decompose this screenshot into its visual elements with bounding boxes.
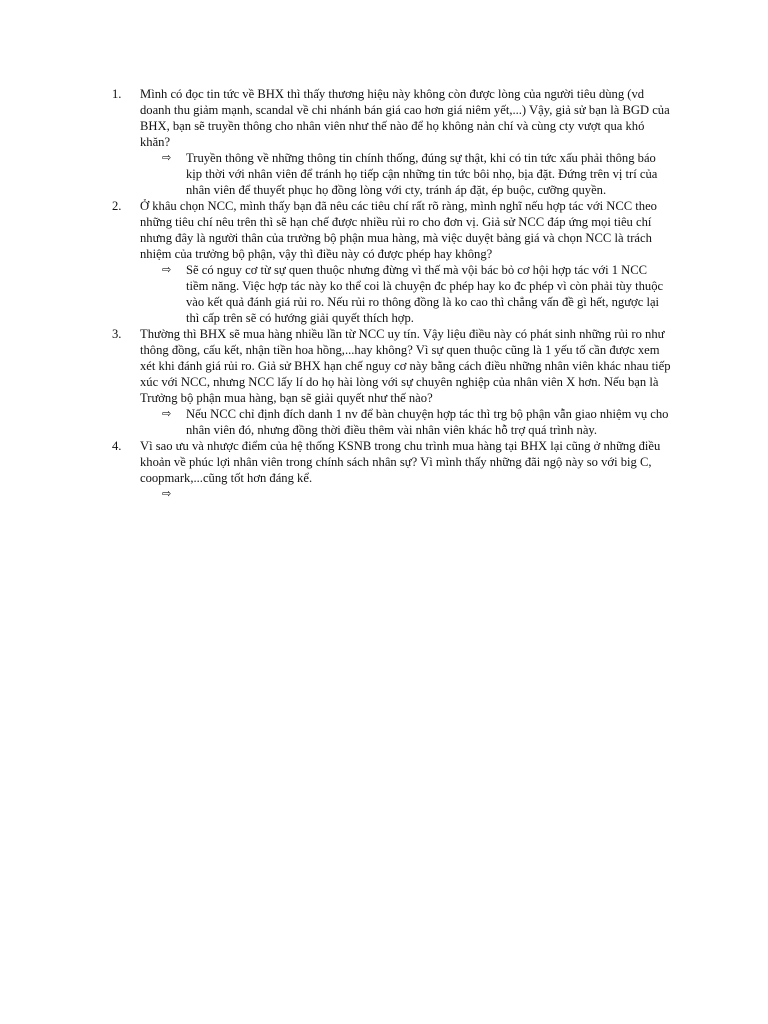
arrow-icon: ⇨ xyxy=(162,263,172,276)
question-item xyxy=(112,86,672,150)
answer-text xyxy=(186,486,672,502)
question-text: Mình có đọc tin tức về BHX thì thấy thương hiệu này không còn được lòng của người tiêu dùng (vd doanh thu giảm mạnh, scandal về chi nhánh bán giá cao hơn giá niêm yết,...) Vậy, giả sử bạn là BGD của BHX, bạn sẽ truyền thông cho nhân viên như thế nào để họ không nản chí và cùng cty vượt qua khó khăn? xyxy=(140,87,670,149)
arrow-icon: ⇨ xyxy=(162,487,172,500)
question-text: Vì sao ưu và nhược điểm của hệ thống KSNB trong chu trình mua hàng tại BHX lại cũng ở những điều khoản về phúc lợi nhân viên trong chính sách nhân sự? Vì mình thấy những đãi ngộ này so với big C, coopmark,...cũng tốt hơn đáng kể. xyxy=(140,439,661,485)
question-text: Thường thì BHX sẽ mua hàng nhiều lần từ NCC uy tín. Vậy liệu điều này có phát sinh những rủi ro như thông đồng, cấu kết, nhận tiền hoa hồng,...hay không? Vì sự quen thuộc cũng là 1 yếu tố cần được xem xét khi đánh giá rủi ro. Giả sử BHX hạn chế nguy cơ này bằng cách điều những nhân viên khác nhau tiếp xúc với NCC, nhưng NCC lấy lí do họ hài lòng với sự chuyên nghiệp của nhân viên X hơn. Nếu bạn là Trưởng bộ phận mua hàng, bạn sẽ giải quyết như thế nào? xyxy=(140,327,671,405)
answer-item xyxy=(162,150,672,198)
question-item xyxy=(112,326,672,406)
question-item xyxy=(112,198,672,262)
question-number: 3. xyxy=(112,327,122,341)
question-number: 2. xyxy=(112,199,122,213)
answer-item xyxy=(162,262,672,326)
answer-text: Sẽ có nguy cơ từ sự quen thuộc nhưng đừng vì thế mà vội bác bỏ cơ hội hợp tác với 1 NCC tiềm năng. Việc hợp tác này ko thể coi là chuyện đc phép hay ko đc phép vì còn phải tùy thuộc vào kết quả đánh giá rủi ro. Nếu rủi ro thông đồng là ko cao thì chẳng vấn đề gì hết, ngược lại thì cấp trên sẽ có hướng giải quyết thích hợp. xyxy=(186,263,664,325)
question-text: Ở khâu chọn NCC, mình thấy bạn đã nêu các tiêu chí rất rõ ràng, mình nghĩ nếu hợp tác với NCC theo những tiêu chí nêu trên thì sẽ hạn chế được nhiều rủi ro cho đơn vị. Giả sử NCC đáp ứng mọi tiêu chí nhưng đây là người thân của trưởng bộ phận mua hàng, mà việc duyệt bảng giá và chọn NCC là trách nhiệm của trưởng bộ phận, vậy thì điều này có được phép hay không? xyxy=(140,199,657,261)
question-number: 1. xyxy=(112,87,122,101)
answer-text: Nếu NCC chỉ định đích danh 1 nv để bàn chuyện hợp tác thì trg bộ phận vẫn giao nhiệm vụ cho nhân viên đó, nhưng đồng thời điều thêm vài nhân viên khác hỗ trợ quá trình này. xyxy=(186,407,669,437)
answer-item xyxy=(162,486,672,502)
arrow-icon: ⇨ xyxy=(162,151,172,164)
answer-text: Truyền thông về những thông tin chính thống, đúng sự thật, khi có tin tức xấu phải thông báo kịp thời với nhân viên để tránh họ tiếp cận những tin tức bôi nhọ, bịa đặt. Đứng trên vị trí của nhân viên để thuyết phục họ đồng lòng với cty, tránh áp đặt, ép buộc, cưỡng quyền. xyxy=(186,151,658,197)
question-list xyxy=(112,86,672,502)
question-item xyxy=(112,438,672,486)
question-number: 4. xyxy=(112,439,122,453)
arrow-icon: ⇨ xyxy=(162,407,172,420)
answer-item xyxy=(162,406,672,438)
